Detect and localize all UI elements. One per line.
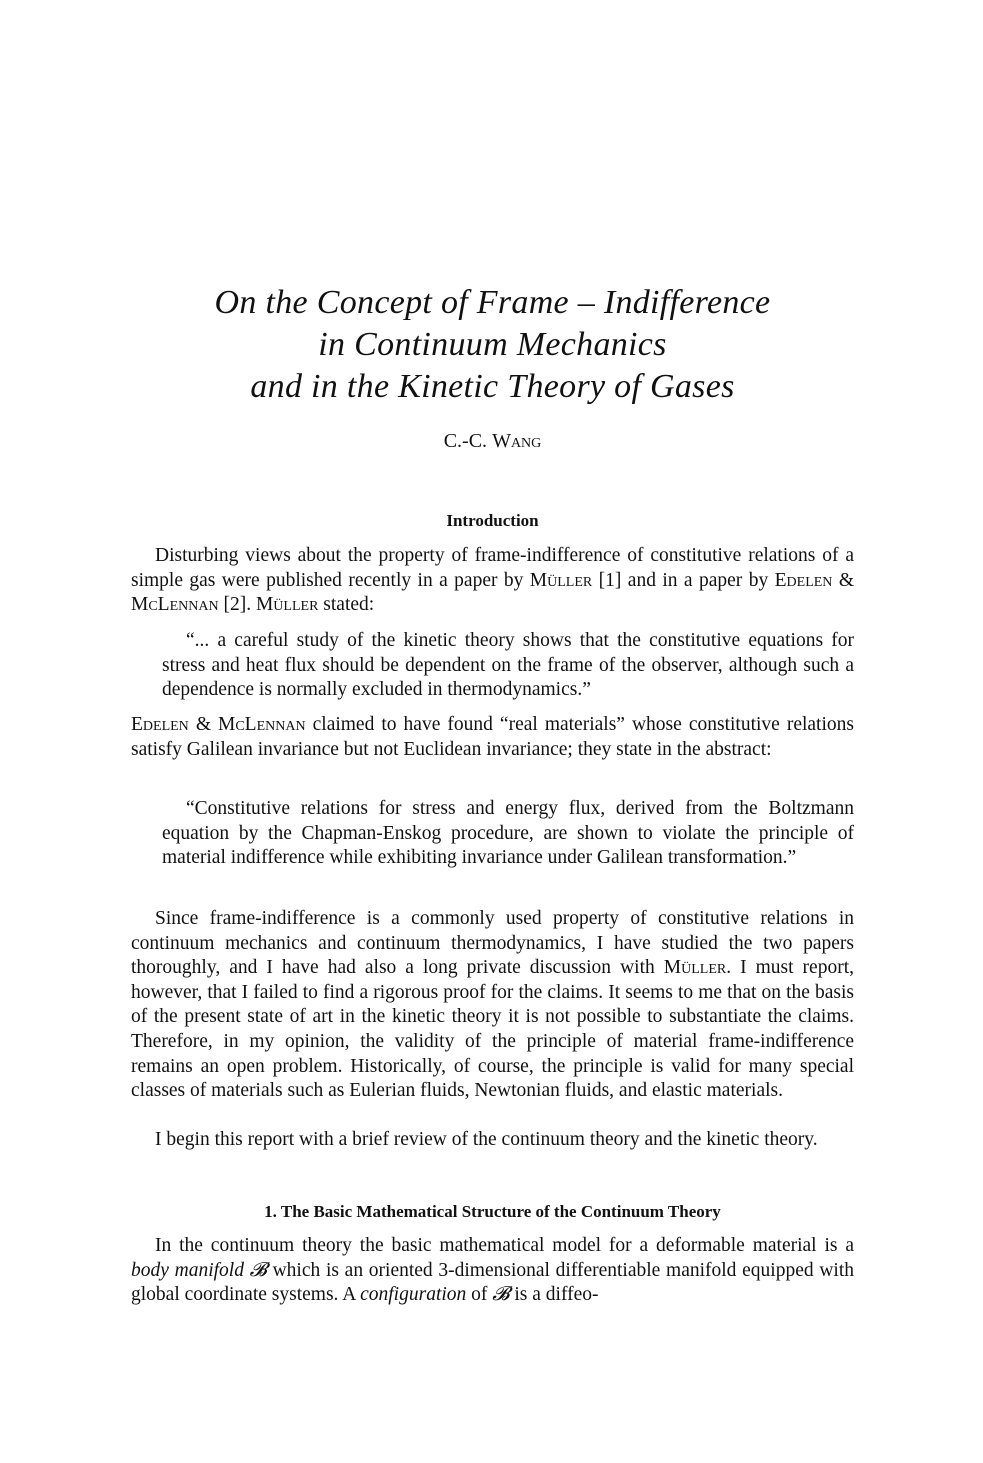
p5-text-2: which is an oriented 3-dimensional differentiable manifold equipped with global coordinate systems. A [131,1259,854,1306]
title-line-3: and in the Kinetic Theory of Gases [250,368,735,405]
p3-text-1: Since frame-indifference is a commonly used property of constitutive relations in continuum mechanics and continuum thermodynamics, I have studied the two papers thoroughly, and I have had also a long private discussion with [131,908,854,979]
p5-text-3: of [466,1284,493,1306]
intro-paragraph-3 [131,907,854,1104]
section-1-paragraph-1 [131,1234,854,1308]
p1-text-1: Disturbing views about the property of frame-indifference of constitutive relations of a simple gas were published recently in a paper by [131,545,854,591]
author-name [131,430,854,453]
author-initials: C.-C. [443,430,493,452]
body-manifold-symbol-2: 𝓑 [492,1284,510,1306]
p1-author-muller: Müller [529,569,593,591]
p2-author-edelen: Edelen & McLennan [131,714,306,735]
section-1-heading: 1. The Basic Mathematical Structure of the Continuum Theory [264,1202,721,1221]
p3-author-muller: Müller [663,957,727,979]
p5-configuration: configuration [360,1284,467,1306]
p1-text-4: stated: [318,594,375,616]
paper-title [131,282,854,408]
p3-text-2: . I must report, however, that I failed to find a rigorous proof for the claims. It seems to me that on the basis of the present state of art in the kinetic theory it is not possible to substantiate the claims. Therefore, in my opinion, the validity of the principle of material frame-indifference remains an open problem. Historically, of course, the principle is valid for many special classes of materials such as Eulerian fluids, Newtonian fluids, and elastic materials. [131,957,854,1102]
p5-text-4: is a diffeo- [509,1284,599,1306]
p5-body-manifold: body manifold [131,1259,244,1281]
intro-paragraph-2 [131,713,854,762]
body-manifold-symbol: 𝓑 [249,1259,267,1281]
p2-text: claimed to have found “real materials” whose constitutive relations satisfy Galilean invariance but not Euclidean invariance; they state in the abstract: [131,714,854,760]
p1-author-muller-2: Müller [255,594,319,616]
title-line-2: in Continuum Mechanics [318,326,667,363]
p1-text-2: [1] and in a paper by [592,569,775,591]
p1-text-3: [2]. [218,594,256,616]
quote-edelen: “Constitutive relations for stress and energy flux, derived from the Boltzmann equation by the Chapman-Enskog procedure, are shown to violate the principle of material indifference while exhibiting invariance under Galilean transformation.” [162,798,854,869]
p1-author-edelen: Edelen & McLennan [131,569,854,616]
quote-muller: “... a careful study of the kinetic theory shows that the constitutive equations for stress and heat flux should be dependent on the frame of the observer, although such a dependence is normally excluded in thermodynamics.” [162,630,854,701]
title-line-1: On the Concept of Frame – Indifference [214,284,771,321]
intro-paragraph-4: I begin this report with a brief review of the continuum theory and the kinetic theory. [155,1129,818,1150]
author-surname: Wang [492,430,542,452]
intro-paragraph-1 [131,544,854,618]
intro-heading: Introduction [446,511,539,530]
p5-text-1: In the continuum theory the basic mathematical model for a deformable material is a [155,1235,854,1256]
